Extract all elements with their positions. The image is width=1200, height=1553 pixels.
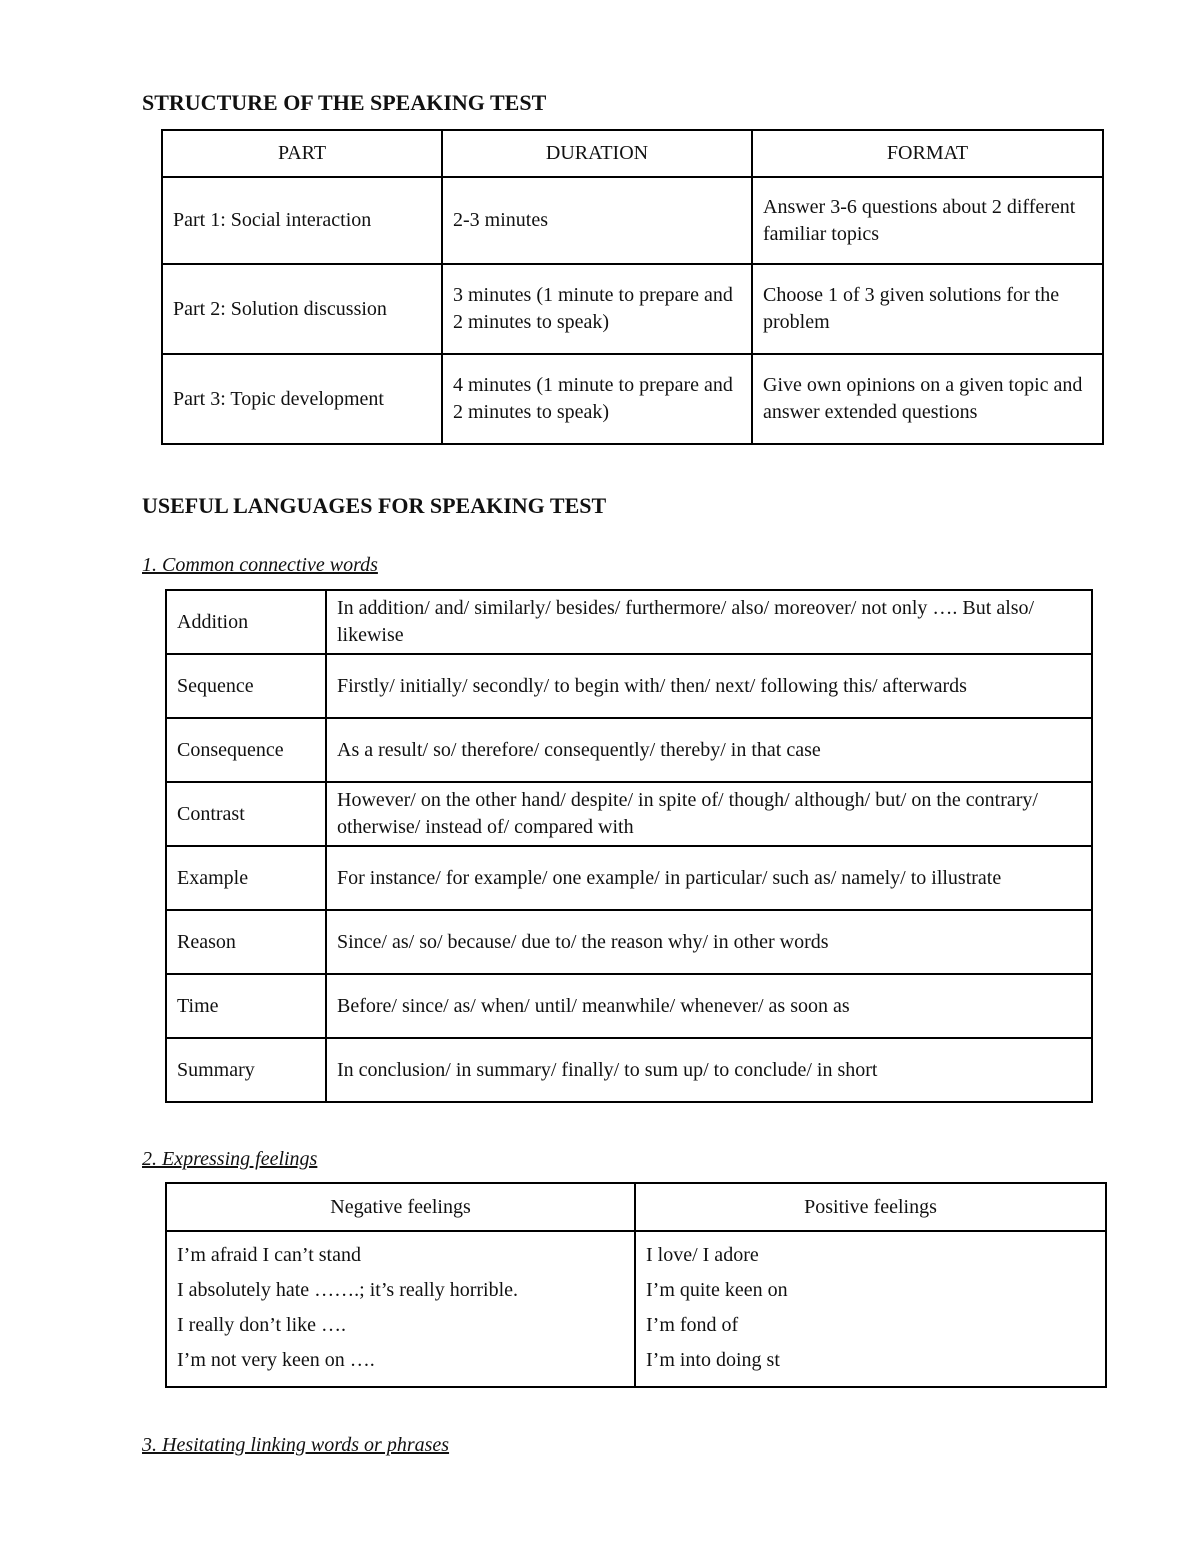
negative-list: [166, 1231, 635, 1387]
cell-phrases: Before/ since/ as/ when/ until/ meanwhile/ whenever/ as soon as: [326, 974, 1092, 1038]
table-row: [162, 264, 1103, 354]
cell-format: Give own opinions on a given topic and answer extended questions: [752, 354, 1103, 444]
table-row: [166, 974, 1092, 1038]
negative-item: I’m afraid I can’t stand: [177, 1244, 361, 1266]
table-row: [166, 718, 1092, 782]
cell-category: Consequence: [166, 718, 326, 782]
cell-category: Addition: [166, 590, 326, 654]
cell-phrases: Since/ as/ so/ because/ due to/ the reason why/ in other words: [326, 910, 1092, 974]
header-positive: Positive feelings: [635, 1183, 1106, 1231]
cell-duration: 4 minutes (1 minute to prepare and 2 minutes to speak): [442, 354, 752, 444]
cell-category: Summary: [166, 1038, 326, 1102]
negative-item: I absolutely hate …….; it’s really horrible.: [177, 1279, 519, 1301]
section3-heading: 3. Hesitating linking words or phrases: [142, 1434, 450, 1456]
positive-item: I’m into doing st: [646, 1349, 780, 1371]
cell-category: Reason: [166, 910, 326, 974]
header-part: PART: [162, 130, 442, 177]
cell-category: Contrast: [166, 782, 326, 846]
cell-duration: 2-3 minutes: [442, 177, 752, 264]
cell-part: Part 3: Topic development: [162, 354, 442, 444]
cell-part: Part 2: Solution discussion: [162, 264, 442, 354]
structure-title: STRUCTURE OF THE SPEAKING TEST: [142, 90, 547, 115]
table-row: [162, 177, 1103, 264]
positive-item: I love/ I adore: [646, 1244, 759, 1266]
cell-phrases: However/ on the other hand/ despite/ in spite of/ though/ although/ but/ on the contrary/ otherwise/ instead of/ compared with: [326, 782, 1092, 846]
cell-format: Choose 1 of 3 given solutions for the problem: [752, 264, 1103, 354]
cell-category: Time: [166, 974, 326, 1038]
cell-category: Example: [166, 846, 326, 910]
section1-heading: 1. Common connective words: [142, 554, 378, 576]
cell-phrases: In conclusion/ in summary/ finally/ to sum up/ to conclude/ in short: [326, 1038, 1092, 1102]
negative-item: I’m not very keen on ….: [177, 1349, 375, 1371]
header-duration: DURATION: [442, 130, 752, 177]
structure-table: [161, 129, 1104, 445]
cell-format: Answer 3-6 questions about 2 different familiar topics: [752, 177, 1103, 264]
cell-phrases: In addition/ and/ similarly/ besides/ furthermore/ also/ moreover/ not only …. But also/ likewise: [326, 590, 1092, 654]
negative-item: I really don’t like ….: [177, 1314, 347, 1336]
connectives-table: [165, 589, 1093, 1103]
table-row: [166, 590, 1092, 654]
useful-title: USEFUL LANGUAGES FOR SPEAKING TEST: [142, 493, 607, 518]
header-negative: Negative feelings: [166, 1183, 635, 1231]
table-row: [166, 1038, 1092, 1102]
cell-duration: 3 minutes (1 minute to prepare and 2 minutes to speak): [442, 264, 752, 354]
positive-list: [635, 1231, 1106, 1387]
feelings-table: [165, 1182, 1107, 1388]
cell-phrases: As a result/ so/ therefore/ consequently/ thereby/ in that case: [326, 718, 1092, 782]
cell-category: Sequence: [166, 654, 326, 718]
cell-part: Part 1: Social interaction: [162, 177, 442, 264]
table-row: [162, 354, 1103, 444]
cell-phrases: For instance/ for example/ one example/ in particular/ such as/ namely/ to illustrate: [326, 846, 1092, 910]
table-row: [166, 782, 1092, 846]
header-format: FORMAT: [752, 130, 1103, 177]
cell-phrases: Firstly/ initially/ secondly/ to begin with/ then/ next/ following this/ afterwards: [326, 654, 1092, 718]
positive-item: I’m fond of: [646, 1314, 739, 1336]
section2-heading: 2. Expressing feelings: [142, 1148, 318, 1170]
positive-item: I’m quite keen on: [646, 1279, 788, 1301]
table-row: [166, 910, 1092, 974]
table-row: [166, 654, 1092, 718]
table-row: [166, 846, 1092, 910]
